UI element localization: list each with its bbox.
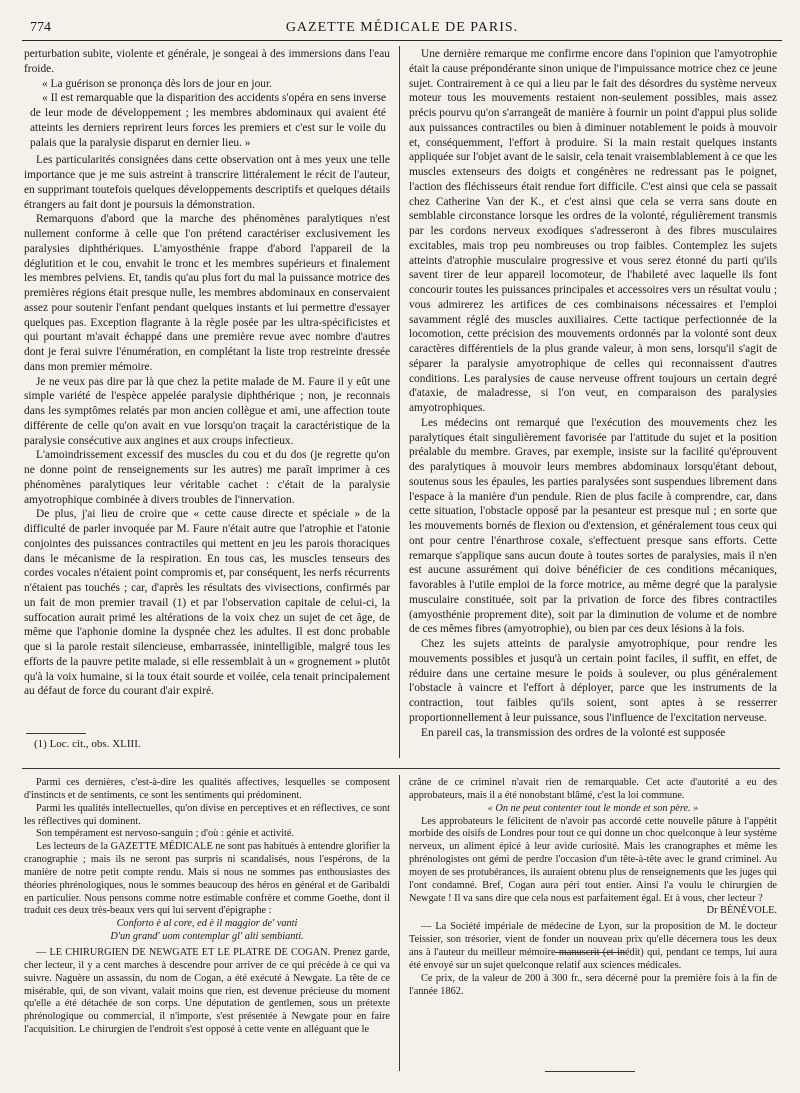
journal-title: GAZETTE MÉDICALE DE PARIS.: [285, 20, 519, 35]
paragraph: perturbation subite, violente et générale, je songeai à des immersions dans l'eau froide.: [24, 48, 390, 75]
page-number: 774: [30, 20, 51, 35]
paragraph: Chez les sujets atteints de paralysie amyotrophique, pour rendre les mouvements possibles et jusqu'à un certain point faciles, il suffit, en effet, de réduire dans une certaine mesure le poids à soulever, ou plus généralement l'obstacle à vaincre et l'effort à déployer, parce que les instruments de la contraction, tout faibles qu'ils soient, sont aptes à se resserrer proportionnellement à leur puissance, sous l'influence de l'excitation nerveuse.: [409, 638, 777, 724]
paragraph: Parmi les qualités intellectuelles, qu'on divise en perceptives et en réflectives, ce sont les réflectives qui dominent.: [24, 802, 390, 827]
page-header: [22, 20, 782, 41]
paragraph: « Il est remarquable que la disparition des accidents s'opéra en sens inverse de leur mode de développement ; les membres abdominaux qui avaient été atteints les derniers reprirent leurs forces les premiers et c'est sur le voile du palais que la paralysie disparut en dernier lieu. »: [30, 92, 386, 149]
paragraph: Les approbateurs le félicitent de n'avoir pas accordé cette nouvelle pâture à l'appétit morbide des oisifs de Londres pour tout ce qui donne un choc quelconque à leur système nerveux, un aliment épicé à leur avide curiosité. Mais les cranographes et même les phrénologistes ont gémi de perdre l'occasion d'un tête-à-tête avec le grand criminel. Au moyen de ses protubérances, ils auraient obtenu plus de renseignements que les juges qui l'ont condamné. Bref, Cogan aura péri tout entier. Ainsi l'a voulu le chirurgien de Newgate ! Il va sans dire que cela nous est parfaitement égal. Et à vous, cher lecteur ?: [409, 815, 777, 904]
paragraph: Dr BÉNÉVOLE.: [706, 905, 777, 917]
footnote: [34, 737, 384, 752]
paragraph: De plus, j'ai lieu de croire que « cette cause directe et spéciale » de la difficulté de parler invoquée par M. Faure n'était autre que l'atrophie et l'atonie conjointes des puissances contractiles qui mettent en jeu les parois thoraciques dans le mécanisme de la respiration. En tous cas, les muscles tenseurs des cordes vocales n'étaient point compromis et, par conséquent, les nerfs récurrents n'étaient pas touchés ; car, d'après les résultats des vivisections, confirmés par un fait de mon premier travail (1) et par l'observation capitale de celui-ci, la suffocation aurait primé les altérations de la voix chez un sujet de cet âge, de même que l'aphonie domine la dyspnée chez les adultes. Il est donc probable que si la parole restait silencieuse, embarrassée, inintelligible, malgré tous les efforts de la pauvre petite malade, si elle ressemblait à un « grognement » plutôt qu'à la voix humaine, si la toux était sourde et voilée, cela tenait principalement au défaut de force du courant d'air expiré.: [24, 508, 390, 698]
paragraph: Les médecins ont remarqué que l'exécution des mouvements chez les paralytiques était singulièrement favorisée par l'attitude du sujet et la position préalable du membre. Graves, par exemple, insiste sur la facilité qu'éprouvent des paralytiques à mouvoir leurs membres abdominaux lorsqu'étant debout, soutenus sous les épaules, les parties paralysées sont suspendues librement dans l'espace à la manière d'un pendule. Rien de plus facile à comprendre, car, dans cette situation, l'obstacle opposé par la pesanteur est presque nul ; en sorte que les mouvements bornés de flexion ou d'extension, et généralement tous ceux qui ont pour centre l'énarthrose coxale, s'effectuent presque sans efforts. Cette remarque s'applique sans aucun doute à toutes sortes de paralysies, mais il n'en est aucune assurément qui doive bénéficier de ces conditions mécaniques, favorables à l'utile emploi de la force motrice, au même degré que la paralysie musculaire constituée, soit par la privation de force des fibres contractiles (amyosthénie proprement dite), soit par la diminution de volume et de nombre de ces mêmes fibres (amyotrophie), ou bien par ces deux lésions à la fois.: [409, 416, 777, 636]
paragraph: Une dernière remarque me confirme encore dans l'opinion que l'amyotrophie était la cause prépondérante sinon unique de l'impuissance motrice chez ce jeune sujet. Contrairement à ce qui a lieu par le fait des désordres du système nerveux moteur tous les mouvements restaient non-seulement possibles, mais assez précis pourvu qu'on s'arrangeât de manière à fournir un point d'appui plus solide aux puissances contractiles ou bien à diminuer notablement le poids à mouvoir et, conséquemment, l'effort à produire. Si la main restait quelques instants appliquée sur l'objet avant de le saisir, cela tenait vraisemblablement à ce que les muscles extenseurs des doigts et congénères ne redressant pas le poignet, l'action des fléchisseurs était rendue fort difficile. C'est ainsi que cela se passait chez Catherine Van der K., et c'est ainsi que cela se verra sans doute en semblable circonstance lorsque les ordres de la volonté, régulièrement transmis par les cordons nerveux exodiques s'adresseront à des fibres musculaires excitables, mais trop peu nombreuses ou trop faibles. Contemplez les sujets atteints d'atrophie musculaire progressive et vous serez étonné du parti qu'ils savent tirer de leur appareil locomoteur, de l'habileté avec laquelle ils font concourir toutes les puissances principales et accessoires vers un résultat voulu ; vous admirerez les artifices de ces combinaisons nécessaires et l'emploi savamment réglé des muscles auxiliaires. Cette tactique perfectionnée de la locomotion, cette précision des mouvements ordonnés par la volonté sont deux caractères différentiels de la plus grande valeur, à mon sens, lorsqu'il s'agit de séparer la paralysie amyotrophique de celles qui reconnaissent d'autres conditions. Les paralysies de cause nerveuse offrent toujours un certain degré d'ataxie, de maladresse, si l'on veut, en comparaison des paralysies amyotrophiques.: [409, 48, 777, 414]
decorative-rule-2: [545, 1071, 635, 1072]
paragraph: Ce prix, de la valeur de 200 à 300 fr., sera décerné pour la première fois à la fin de l'année 1862.: [409, 972, 777, 997]
paragraph: — La Société impériale de médecine de Lyon, sur la proposition de M. le docteur Teissier, son trésorier, vient de fonder un nouveau prix qu'elle décernera tous les deux ans à l'auteur du meilleur mémoire manuscrit (et inédit) qui, pendant ce temps, lui aura été envoyé sur un sujet quelconque relatif aux sciences médicales.: [409, 921, 777, 971]
paragraph: Son tempérament est nervoso-sanguin ; d'où : génie et activité.: [36, 828, 295, 840]
upper-right-column: [409, 47, 777, 740]
paragraph: — LE CHIRURGIEN DE NEWGATE ET LE PLATRE DE COGAN. Prenez garde, cher lecteur, il y a cent marches à descendre pour arriver de ce qui précède à ce qui va suivre. Naguère un assassin, du nom de Cogan, a été exécuté à Newgate. La tête de ce misérable, qui, de son vivant, valait moins que rien, est devenue précieuse du moment qu'elle a été détachée de son corps. Une députation de gentlemen, sous un prétexte phrénologique ou commercial, il n'importe, s'est présentée à Newgate pour en faire l'acquisition. Le chirurgien de l'endroit s'est opposé à cette vente en alléguant que le: [24, 946, 390, 1036]
paragraph: Les particularités consignées dans cette observation ont à mes yeux une telle importance que je me suis astreint à transcrire littéralement le récit de l'auteur, en supprimant toutefois quelques développements descriptifs et quelques détails étrangers au fait dont je poursuis la démonstration.: [24, 154, 390, 211]
paragraph: « On ne peut contenter tout le monde et son père. »: [487, 802, 699, 814]
paragraph: En pareil cas, la transmission des ordres de la volonté est supposée: [421, 726, 726, 739]
paragraph: Parmi ces dernières, c'est-à-dire les qualités affectives, lesquelles se composent d'instincts et de sentiments, ce sont les sentiments qui prédominent.: [24, 777, 390, 801]
paragraph: Remarquons d'abord que la marche des phénomènes paralytiques n'est nullement conforme à celle que l'on prétend caractériser exclusivement les paralysies diphthériques. L'amyosthénie frappe d'abord l'appareil de la déglutition et le cou, envahit le tronc et les membres supérieurs et finalement les membres pelviens. Et, tandis qu'au plus fort du mal la puissance motrice des premières régions était presque nulle, les membres abdominaux en conservaient assez pour soutenir l'enfant pendant quelques instants et lui permettre d'essayer quelques pas. Exception flagrante à la règle posée par les ultra-spécificistes et qui pourtant m'avait échappé dans une première revue avec nombre d'autres dont je ferai suivre l'énumération, en complétant la liste trop restreinte dressée dans mon premier mémoire.: [24, 213, 390, 373]
paragraph: Conforto è al core, ed è il maggior de' vanti: [116, 918, 298, 930]
paragraph: D'un grand' uom contemplar gl' alti sembianti.: [110, 931, 304, 943]
column-divider-lower: [399, 775, 400, 1071]
decorative-rule-1: [555, 952, 625, 953]
section-separator: [22, 768, 780, 769]
paragraph: Je ne veux pas dire par là que chez la petite malade de M. Faure il y eût une simple variété de l'espèce appelée paralysie diphthérique ; non, je reconnais dans les symptômes relatés par mon ancien collègue et ami, une affection toute différente de celle qu'on avait en vue lorsqu'on traçait la caractéristique de la paralysie consécutive aux angines et aux croups infectieux.: [24, 375, 390, 447]
paragraph: crâne de ce criminel n'avait rien de remarquable. Cet acte d'autorité a eu des approbateurs, mais il a été nonobstant blâmé, c'est la loi commune.: [409, 777, 777, 801]
lower-right-column: [409, 777, 777, 998]
footnote-text: (1) Loc. cit., obs. XLIII.: [34, 738, 141, 750]
lower-left-column: [24, 777, 390, 1037]
paragraph: Les lecteurs de la GAZETTE MÉDICALE ne sont pas habitués à entendre glorifier la cranographie ; mais ils ne seront pas surpris ni scandalisés, nous l'espérons, de la manière de notre petit compte rendu. Mais si nous ne sommes pas enthousiastes des théories phrénologiques, nous le sommes beaucoup des héros en général et de Garibaldi en particulier. Nous pensons comme notre estimable confrère et comme Goethe, dont il traduit ces deux très-beaux vers qui lui servent d'épigraphe :: [24, 841, 390, 917]
upper-left-column: [24, 47, 390, 699]
footnote-rule: [26, 733, 86, 734]
paragraph: « La guérison se prononça dès lors de jour en jour.: [42, 77, 272, 90]
column-divider-upper: [399, 46, 400, 758]
paragraph: L'amoindrissement excessif des muscles du cou et du dos (je regrette qu'on ne donne point de renseignements sur les autres) me paraît imprimer à ces phénomènes paralytiques leur véritable cachet : c'était de la paralysie amyotrophique combinée à divers troubles de l'innervation.: [24, 449, 390, 506]
